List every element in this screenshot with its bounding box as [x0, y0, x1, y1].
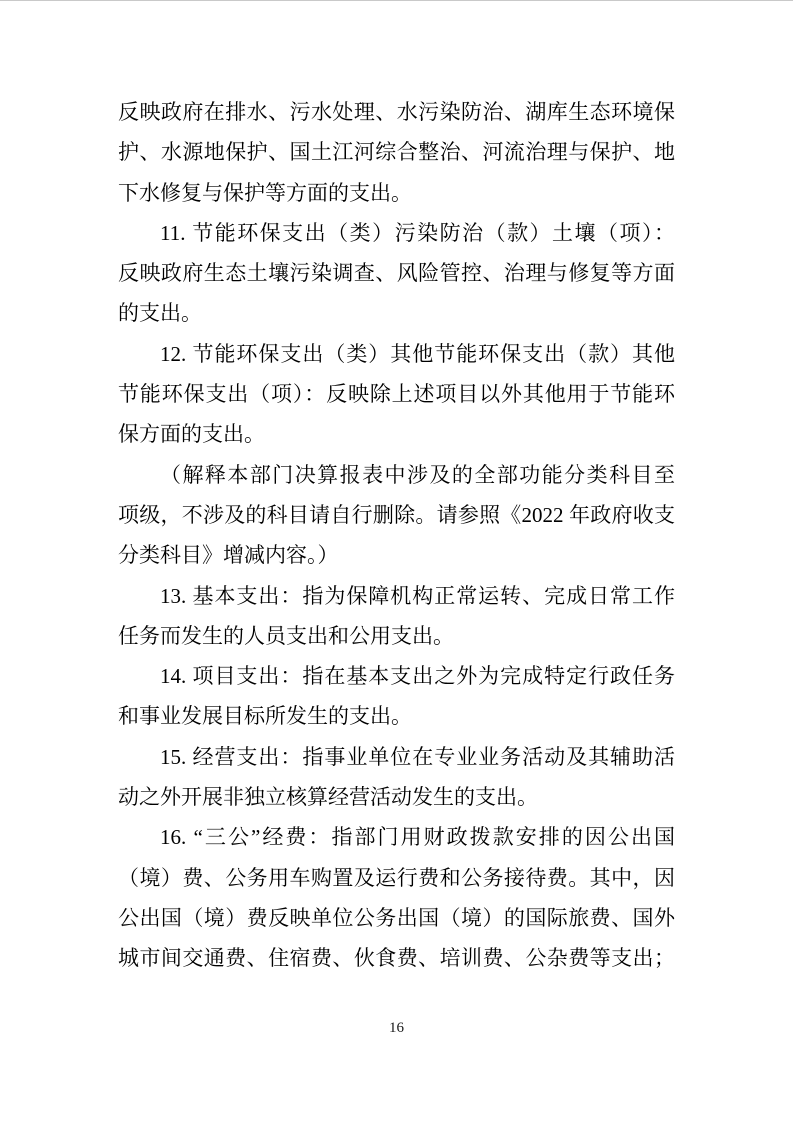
para-item-14-project-expenditure	[118, 656, 675, 737]
page-footer	[0, 1019, 793, 1037]
para-item-13-basic-expenditure	[118, 576, 675, 657]
text-line: 保方面的支出。	[118, 422, 265, 447]
text-line: 反映政府生态土壤污染调查、风险管控、治理与修复等方面	[118, 261, 675, 286]
text-line: 11. 节能环保支出（类）污染防治（款）土壤（项）：	[160, 220, 675, 245]
text-line: 16. “三公”经费：指部门用财政拨款安排的因公出国	[160, 825, 675, 850]
para-item-11-soil-pollution	[118, 213, 675, 334]
text-line: 节能环保支出（项）：反映除上述项目以外其他用于节能环	[118, 382, 675, 407]
text-line: 下水修复与保护等方面的支出。	[118, 180, 412, 205]
text-line: 13. 基本支出：指为保障机构正常运转、完成日常工作	[160, 583, 675, 608]
page-number: 16	[389, 1019, 404, 1036]
text-line: 任务而发生的人员支出和公用支出。	[118, 623, 454, 648]
text-line: 12. 节能环保支出（类）其他节能环保支出（款）其他	[160, 341, 675, 366]
text-line: 公出国（境）费反映单位公务出国（境）的国际旅费、国外	[118, 905, 675, 930]
text-line: 的支出。	[118, 301, 202, 326]
para-item-16-three-public-funds	[118, 817, 675, 978]
text-line: （境）费、公务用车购置及运行费和公务接待费。其中，因	[118, 865, 675, 890]
text-line: 城市间交通费、住宿费、伙食费、培训费、公杂费等支出；	[118, 946, 675, 971]
para-item-12-other-energy-env	[118, 334, 675, 455]
text-line: 项级，不涉及的科目请自行删除。请参照《2022 年政府收支	[118, 502, 675, 527]
text-line: 和事业发展目标所发生的支出。	[118, 704, 412, 729]
text-line: 15. 经营支出：指事业单位在专业业务活动及其辅助活	[160, 744, 675, 769]
text-line: 分类科目》增减内容。）	[118, 543, 339, 568]
text-line: 14. 项目支出：指在基本支出之外为完成特定行政任务	[160, 664, 675, 689]
text-line: 反映政府在排水、污水处理、水污染防治、湖库生态环境保	[118, 100, 675, 124]
para-note-classification	[118, 455, 675, 576]
text-line: 护、水源地保护、国土江河综合整治、河流治理与保护、地	[118, 140, 675, 165]
para-item-15-operating-expenditure	[118, 737, 675, 818]
text-line: （解释本部门决算报表中涉及的全部功能分类科目至	[160, 462, 675, 487]
para-water-environment-continuation	[118, 92, 675, 213]
page-top-edge	[0, 0, 793, 1]
text-line: 动之外开展非独立核算经营活动发生的支出。	[118, 785, 538, 810]
